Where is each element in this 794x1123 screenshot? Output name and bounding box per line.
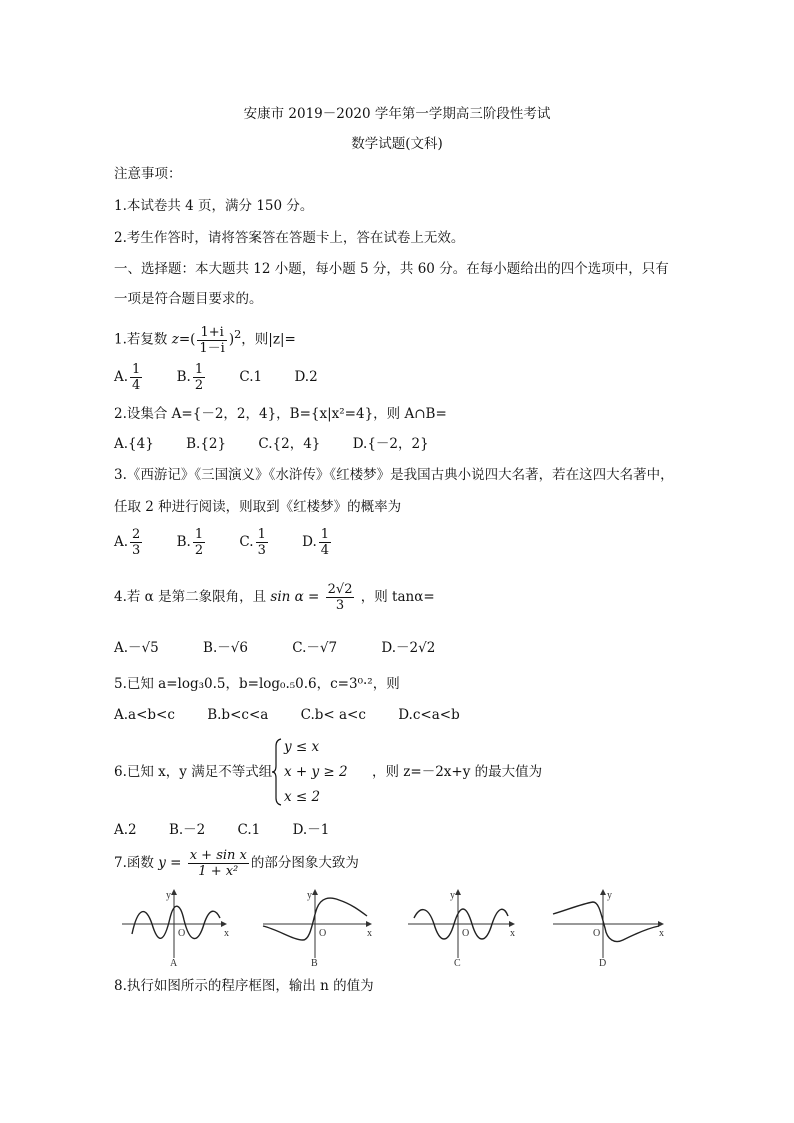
q2-option-d: D.{－2，2} <box>352 436 429 452</box>
graph-c-x-label: x <box>510 928 515 939</box>
q1-denominator: 1－i <box>199 340 225 356</box>
q5-option-d: D.c<a<b <box>398 707 460 723</box>
graph-b-x-label: x <box>367 928 372 939</box>
section-heading-line-1: 一、选择题：本大题共 12 小题，每小题 5 分，共 60 分。在每小题给出的四个选项中，只有 <box>114 261 669 277</box>
q4-option-a: A.－√5 <box>114 640 159 656</box>
notes-item-1: 1.本试卷共 4 页，满分 150 分。 <box>114 198 314 214</box>
graph-d <box>553 890 664 968</box>
q1-option-c: C.1 <box>239 369 263 385</box>
graph-c-y-label: y <box>450 890 455 901</box>
q1-numerator: 1+i <box>197 325 226 341</box>
graph-b-label: B <box>311 958 318 968</box>
q6-option-d: D.－1 <box>292 822 330 838</box>
q6-inequality-1: y ≤ x <box>284 739 320 755</box>
q6-option-a: A.2 <box>114 822 137 838</box>
q2-option-b: B.{2} <box>186 436 227 452</box>
q4-option-d: D.－2√2 <box>381 640 436 656</box>
q4-denominator: 3 <box>335 598 345 613</box>
exam-subtitle: 数学试题(文科) <box>351 136 443 152</box>
question-3-line-1: 3.《西游记》《三国演义》《水浒传》《红楼梦》是我国古典小说四大名著，若在这四大名著中， <box>114 467 674 483</box>
graph-b-y-label: y <box>307 890 312 901</box>
q4-options <box>114 638 475 658</box>
q6-inequality-3: x ≤ 2 <box>284 789 321 805</box>
graph-c <box>408 890 515 968</box>
q4-numerator: 2√2 <box>327 582 353 597</box>
q6-brace <box>272 738 282 806</box>
q2-option-c: C.{2，4} <box>258 436 321 452</box>
q1-eq: =( <box>178 331 196 348</box>
graph-b-origin: O <box>319 928 327 939</box>
question-5: 5.已知 a=log₃0.5，b=log₀.₅0.6，c=3⁰·²，则 <box>114 676 400 692</box>
q3-options <box>114 525 361 559</box>
q3-option-b: B. $\frac{1}{2}$ <box>176 527 204 558</box>
q1-close: ) <box>228 331 235 348</box>
q7-y: y = <box>158 855 182 871</box>
q4-sin: sin α = <box>270 589 320 605</box>
notes-heading: 注意事项： <box>114 166 182 182</box>
question-8: 8.执行如图所示的程序框图，输出 n 的值为 <box>114 978 374 994</box>
graph-a-y-label: y <box>166 890 171 901</box>
q2-option-a: A.{4} <box>114 436 154 452</box>
graph-c-origin: O <box>462 928 470 939</box>
graph-a <box>122 890 229 968</box>
q1-option-d: D.2 <box>294 369 318 385</box>
graph-a-x-label: x <box>224 928 229 939</box>
q3-option-c: C. $\frac{1}{3}$ <box>239 527 266 558</box>
q6-inequality-2: x + y ≥ 2 <box>284 764 348 780</box>
q6-option-c: C.1 <box>237 822 261 838</box>
graph-a-origin: O <box>178 928 186 939</box>
q7-denominator: 1 + x² <box>198 864 239 879</box>
section-heading-line-2: 一项是符合题目要求的。 <box>114 291 263 307</box>
q6-options <box>114 820 357 840</box>
graph-d-label: D <box>599 958 607 968</box>
q7-suffix: 的部分图象大致为 <box>250 855 359 871</box>
graph-b <box>263 890 372 968</box>
q1-z: z <box>171 331 179 348</box>
q7-fraction <box>188 848 249 879</box>
q5-option-c: C.b< a<c <box>300 707 366 723</box>
graph-a-label: A <box>170 958 178 968</box>
q5-options <box>114 705 488 725</box>
q7-graph-options <box>114 888 674 968</box>
q4-prefix: 4.若 α 是第二象限角，且 <box>114 589 267 605</box>
q1-options <box>114 360 346 394</box>
notes-item-2: 2.考生作答时，请将答案答在答题卡上，答在试卷上无效。 <box>114 230 465 246</box>
q3-option-d: D. $\frac{1}{4}$ <box>302 527 330 558</box>
q5-option-b: B.b<c<a <box>207 707 269 723</box>
q6-option-b: B.－2 <box>168 822 206 838</box>
q7-prefix: 7.函数 <box>114 855 154 871</box>
question-4 <box>114 580 435 614</box>
q5-option-a: A.a<b<c <box>114 707 175 723</box>
q4-option-b: B.－√6 <box>203 640 248 656</box>
q7-numerator: x + sin x <box>189 848 247 863</box>
question-3-line-2: 任取 2 种进行阅读，则取到《红楼梦》的概率为 <box>114 499 402 515</box>
exam-title: 安康市 2019－2020 学年第一学期高三阶段性考试 <box>243 106 551 122</box>
graph-c-label: C <box>454 958 461 968</box>
graph-d-origin: O <box>593 928 601 939</box>
graph-d-y-label: y <box>607 890 612 901</box>
q1-fraction <box>197 325 226 356</box>
graph-d-x-label: x <box>659 928 664 939</box>
q2-options <box>114 434 457 454</box>
q1-prefix: 1.若复数 <box>114 331 168 348</box>
q1-power: 2 <box>234 328 242 341</box>
question-7 <box>114 846 359 880</box>
q1-option-b: B. $\frac{1}{2}$ <box>176 362 204 393</box>
q4-option-c: C.－√7 <box>292 640 338 656</box>
q3-option-a: A. $\frac{2}{3}$ <box>114 527 141 558</box>
q1-suffix: ，则|z|= <box>241 331 296 348</box>
q1-option-a: A. $\frac{1}{4}$ <box>114 362 141 393</box>
question-2: 2.设集合 A={－2，2，4}，B={x|x²=4}，则 A∩B= <box>114 406 447 422</box>
q4-suffix: ，则 tanα= <box>360 589 435 605</box>
question-1 <box>114 318 296 357</box>
q6-suffix: ，则 z=－2x+y 的最大值为 <box>372 764 543 780</box>
q4-fraction <box>326 582 355 613</box>
q6-prefix: 6.已知 x，y 满足不等式组 <box>114 764 273 780</box>
